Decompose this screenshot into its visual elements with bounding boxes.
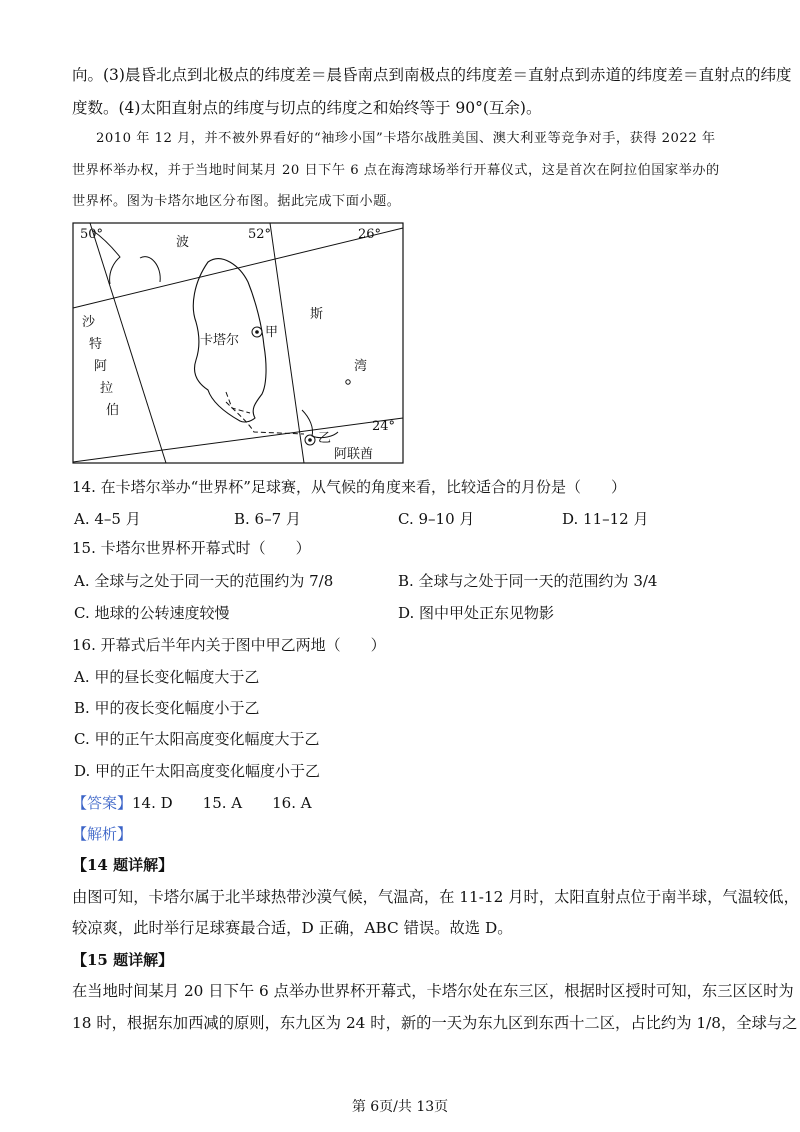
answer-line xyxy=(72,792,312,814)
q16-option-b: B. 甲的夜长变化幅度小于乙 xyxy=(74,699,260,717)
d15-heading: 【15 题详解】 xyxy=(72,951,174,969)
answer-text: 14. D 15. A 16. A xyxy=(132,794,312,812)
d14-line-1: 由图可知，卡塔尔属于北半球热带沙漠气候，气温高，在 11-12 月时，太阳直射点位于南半球，气温较低， xyxy=(72,888,799,906)
label-wan: 湾 xyxy=(354,359,368,374)
label-saudi-4: 拉 xyxy=(100,381,114,396)
material-line-3: 世界杯。图为卡塔尔地区分布图。据此完成下面小题。 xyxy=(72,194,401,209)
qatar-region-map xyxy=(72,222,404,464)
d15-line-2: 18 时，根据东加西减的原则，东九区为 24 时，新的一天为东九区到东西十二区，占比约为 1/8，全球与之 xyxy=(72,1014,798,1032)
label-saudi-1: 沙 xyxy=(82,315,96,330)
point-jia-dot xyxy=(255,330,259,334)
q16-option-d: D. 甲的正午太阳高度变化幅度小于乙 xyxy=(74,762,321,780)
q15-stem: 15. 卡塔尔世界杯开幕式时（ ） xyxy=(72,539,311,557)
q16-option-a: A. 甲的昼长变化幅度大于乙 xyxy=(74,668,260,686)
q15-option-b: B. 全球与之处于同一天的范围约为 3/4 xyxy=(398,572,658,590)
q15-option-c: C. 地球的公转速度较慢 xyxy=(74,604,230,622)
label-lat-24: 24° xyxy=(372,419,396,434)
material-line-2: 世界杯举办权，并于当地时间某月 20 日下午 6 点在海湾球场举行开幕仪式，这是首次在阿拉伯国家举办的 xyxy=(72,163,720,178)
answer-label: 【答案】 xyxy=(72,794,133,812)
material-line-1: 2010 年 12 月，并不被外界看好的“袖珍小国”卡塔尔战胜美国、澳大利亚等竞争对手，获得 2022 年 xyxy=(96,131,716,146)
q14-option-a: A. 4–5 月 xyxy=(74,510,141,528)
label-jia: 甲 xyxy=(265,325,279,340)
q14-option-b: B. 6–7 月 xyxy=(234,510,301,528)
label-yi: 乙 xyxy=(318,431,332,446)
label-uae: 阿联酋 xyxy=(334,447,374,462)
q14-option-c: C. 9–10 月 xyxy=(398,510,475,528)
label-saudi-5: 伯 xyxy=(106,403,120,418)
label-lat-26: 26° xyxy=(358,227,382,242)
page-footer: 第 6页/共 13页 xyxy=(351,1099,449,1115)
q15-option-d: D. 图中甲处正东见物影 xyxy=(398,604,555,622)
q16-stem: 16. 开幕式后半年内关于图中甲乙两地（ ） xyxy=(72,636,386,654)
intro-line-1: 向。(3)晨昏北点到北极点的纬度差＝晨昏南点到南极点的纬度差＝直射点到赤道的纬度差＝直射点的纬度 xyxy=(72,66,792,84)
q15-option-a: A. 全球与之处于同一天的范围约为 7/8 xyxy=(74,572,334,590)
analysis-label: 【解析】 xyxy=(72,825,133,843)
d14-heading: 【14 题详解】 xyxy=(72,856,174,874)
intro-line-2: 度数。(4)太阳直射点的纬度与切点的纬度之和始终等于 90°(互余)。 xyxy=(72,99,542,117)
label-saudi-3: 阿 xyxy=(94,359,108,374)
label-lon-50: 50° xyxy=(80,227,104,242)
q16-option-c: C. 甲的正午太阳高度变化幅度大于乙 xyxy=(74,730,320,748)
label-bo: 波 xyxy=(176,235,190,250)
d14-line-2: 较凉爽，此时举行足球赛最合适，D 正确，ABC 错误。故选 D。 xyxy=(72,919,513,937)
point-yi-dot xyxy=(308,438,312,442)
label-lon-52: 52° xyxy=(248,227,272,242)
label-si: 斯 xyxy=(310,307,324,322)
q14-stem: 14. 在卡塔尔举办“世界杯”足球赛，从气候的角度来看，比较适合的月份是（ ） xyxy=(72,478,626,496)
label-saudi-2: 特 xyxy=(89,337,103,352)
d15-line-1: 在当地时间某月 20 日下午 6 点举办世界杯开幕式，卡塔尔处在东三区，根据时区授时可知，东三区区时为 xyxy=(72,982,794,1000)
label-qatar: 卡塔尔 xyxy=(200,333,240,348)
q14-option-d: D. 11–12 月 xyxy=(562,510,649,528)
